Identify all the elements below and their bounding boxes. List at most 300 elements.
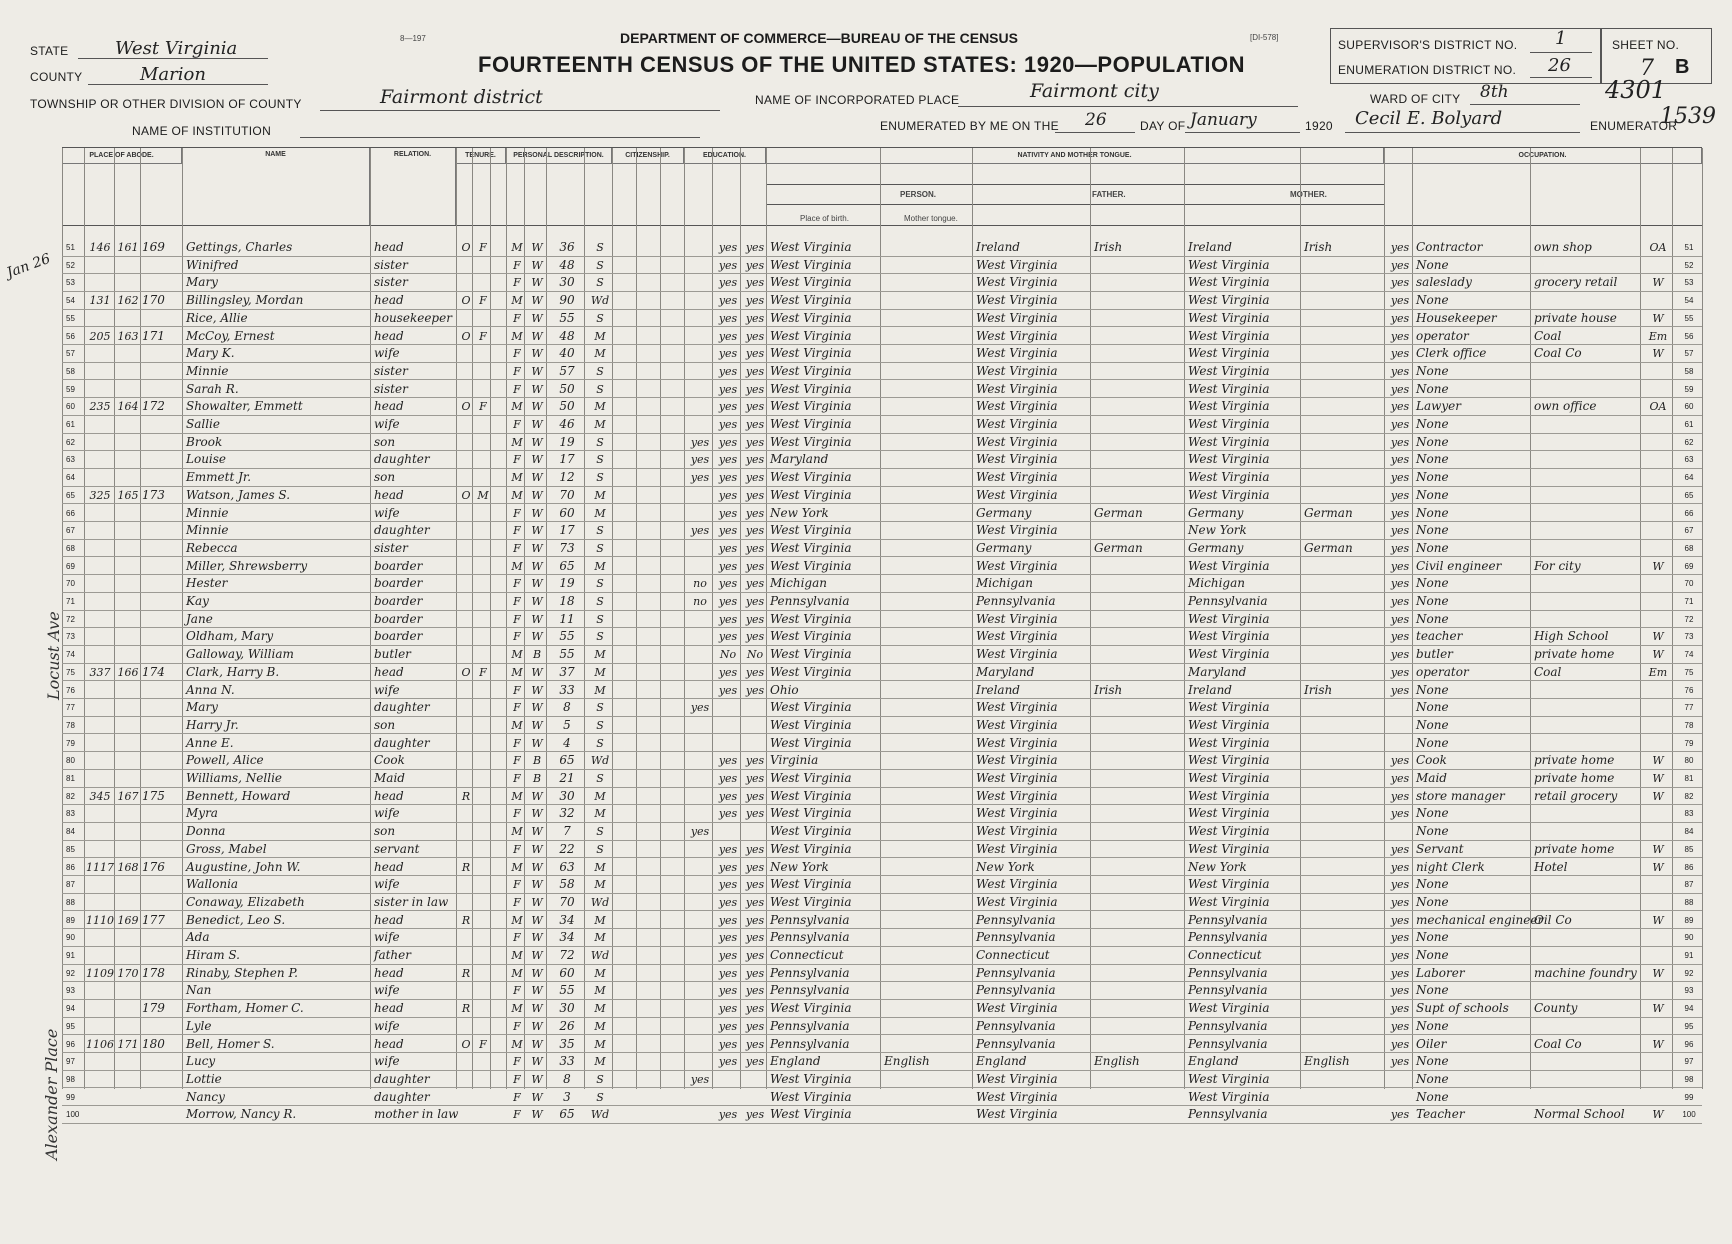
mother-tongue bbox=[884, 611, 972, 629]
race: W bbox=[531, 559, 543, 573]
employment-class bbox=[1644, 505, 1672, 523]
sex: M bbox=[511, 913, 523, 927]
father-birthplace: West Virginia bbox=[976, 753, 1058, 768]
line-number: 85 bbox=[66, 844, 75, 854]
table-row bbox=[62, 682, 1702, 700]
margin-street-alexander: Alexander Place bbox=[42, 1028, 61, 1160]
can-read: yes bbox=[718, 471, 738, 485]
house-number bbox=[86, 1053, 114, 1071]
speaks-english: yes bbox=[1390, 754, 1410, 768]
marital-status: S bbox=[596, 364, 604, 378]
place-of-birth: West Virginia bbox=[770, 381, 852, 396]
person-name: Lyle bbox=[186, 1018, 212, 1033]
can-write: yes bbox=[745, 453, 765, 467]
family-number bbox=[142, 593, 182, 611]
mortgage bbox=[476, 859, 490, 877]
table-row bbox=[62, 1036, 1702, 1054]
age: 35 bbox=[559, 1036, 575, 1051]
marital-status: S bbox=[596, 311, 604, 325]
table-row bbox=[62, 1000, 1702, 1018]
trade: saleslady bbox=[1416, 275, 1472, 290]
institution-label: NAME OF INSTITUTION bbox=[132, 124, 272, 138]
race: W bbox=[531, 453, 543, 467]
race: W bbox=[531, 276, 543, 290]
family-number bbox=[142, 1089, 182, 1107]
table-row bbox=[62, 929, 1702, 947]
house-number bbox=[86, 1000, 114, 1018]
mother-tongue-mother bbox=[1304, 859, 1384, 877]
dwelling-number bbox=[116, 575, 140, 593]
sex: M bbox=[511, 471, 523, 485]
house-number: 235 bbox=[89, 400, 111, 414]
mother-tongue-mother bbox=[1304, 823, 1384, 841]
place-of-birth: West Virginia bbox=[770, 293, 852, 308]
trade: None bbox=[1416, 257, 1449, 272]
industry bbox=[1534, 735, 1640, 753]
employment-class: W bbox=[1652, 311, 1664, 325]
mother-birthplace: Germany bbox=[1188, 540, 1244, 555]
age: 3 bbox=[563, 1089, 571, 1104]
can-write: yes bbox=[745, 860, 765, 874]
trade: None bbox=[1416, 735, 1449, 750]
mother-birthplace: West Virginia bbox=[1188, 771, 1270, 785]
industry bbox=[1534, 540, 1640, 558]
mother-tongue bbox=[884, 434, 972, 452]
dwelling-number: 166 bbox=[117, 665, 139, 679]
can-write: yes bbox=[745, 612, 765, 626]
race: W bbox=[531, 241, 543, 254]
house-number bbox=[86, 699, 114, 717]
dwelling-number: 171 bbox=[117, 1037, 139, 1051]
relation: wife bbox=[374, 1018, 400, 1033]
owned-rented: R bbox=[461, 913, 471, 927]
marital-status: S bbox=[596, 612, 604, 626]
table-row bbox=[62, 328, 1702, 346]
industry bbox=[1534, 611, 1640, 629]
industry bbox=[1534, 487, 1640, 505]
relation: son bbox=[374, 434, 396, 449]
table-row bbox=[62, 1071, 1702, 1089]
age: 4 bbox=[563, 735, 571, 750]
mother-tongue bbox=[884, 929, 972, 947]
dwelling-number bbox=[116, 363, 140, 381]
family-number bbox=[142, 274, 182, 292]
father-birthplace: West Virginia bbox=[976, 417, 1058, 431]
farm-schedule: 68 bbox=[1684, 543, 1694, 553]
age: 30 bbox=[559, 788, 575, 803]
owned-rented bbox=[460, 699, 472, 717]
family-number bbox=[142, 434, 182, 452]
person-name: Rice, Allie bbox=[186, 310, 248, 325]
person-name: Gross, Mabel bbox=[186, 841, 267, 856]
father-birthplace: West Virginia bbox=[976, 399, 1058, 414]
employment-class bbox=[1644, 894, 1672, 912]
mother-tongue-mother bbox=[1304, 1089, 1384, 1107]
mother-tongue bbox=[884, 823, 972, 841]
attended-school bbox=[688, 1089, 712, 1107]
relation: wife bbox=[374, 417, 400, 431]
farm-schedule: 78 bbox=[1684, 720, 1694, 730]
marital-status: M bbox=[594, 878, 606, 892]
table-row bbox=[62, 310, 1702, 328]
relation: sister bbox=[374, 363, 408, 378]
line-number: 77 bbox=[66, 703, 75, 713]
employment-class: OA bbox=[1649, 400, 1667, 414]
relation: Maid bbox=[374, 771, 405, 785]
father-birthplace: West Virginia bbox=[976, 363, 1058, 378]
attended-school bbox=[688, 345, 712, 363]
mother-birthplace: Ireland bbox=[1188, 240, 1232, 254]
enumeration-district: 26 bbox=[1548, 55, 1571, 76]
mother-tongue-mother bbox=[1304, 451, 1384, 469]
race: W bbox=[531, 364, 543, 378]
father-birthplace: Pennsylvania bbox=[976, 965, 1056, 980]
line-number: 73 bbox=[66, 632, 75, 642]
father-birthplace: West Virginia bbox=[976, 487, 1058, 502]
mother-tongue bbox=[884, 1071, 972, 1089]
relation: head bbox=[374, 399, 404, 414]
speaks-english: yes bbox=[1390, 931, 1410, 945]
place-of-birth: West Virginia bbox=[770, 523, 852, 538]
attended-school bbox=[688, 398, 712, 416]
can-write: yes bbox=[745, 595, 765, 608]
mother-tongue bbox=[884, 664, 972, 682]
enumeration-month: January bbox=[1190, 110, 1257, 130]
mother-birthplace: Connecticut bbox=[1188, 948, 1262, 962]
trade: None bbox=[1416, 417, 1449, 431]
family-number: 179 bbox=[142, 1001, 165, 1016]
dwelling-number bbox=[116, 982, 140, 1000]
can-write bbox=[744, 1071, 766, 1089]
employment-class: Em bbox=[1648, 329, 1668, 343]
sheet-number: 7 bbox=[1640, 56, 1654, 81]
place-of-birth: West Virginia bbox=[770, 240, 852, 254]
sex: F bbox=[513, 807, 521, 821]
mother-birthplace: West Virginia bbox=[1188, 417, 1270, 431]
sex: F bbox=[513, 984, 521, 998]
line-number: 88 bbox=[66, 897, 75, 907]
father-birthplace: West Virginia bbox=[976, 523, 1058, 538]
farm-schedule: 77 bbox=[1684, 703, 1694, 713]
sex: M bbox=[511, 400, 523, 414]
mortgage bbox=[476, 770, 490, 788]
dwelling-number bbox=[116, 1071, 140, 1089]
house-number bbox=[86, 558, 114, 576]
person-name: Conaway, Elizabeth bbox=[186, 894, 305, 909]
father-tongue bbox=[1094, 876, 1184, 894]
industry bbox=[1534, 593, 1640, 611]
can-read: yes bbox=[718, 1108, 738, 1122]
trade: night Clerk bbox=[1416, 859, 1485, 874]
marital-status: M bbox=[594, 418, 606, 431]
mother-birthplace: West Virginia bbox=[1188, 1001, 1270, 1016]
industry: own shop bbox=[1534, 240, 1592, 254]
speaks-english: yes bbox=[1390, 807, 1410, 821]
attended-school bbox=[688, 1036, 712, 1054]
mother-tongue bbox=[884, 1106, 972, 1124]
house-number bbox=[86, 575, 114, 593]
dwelling-number bbox=[116, 1018, 140, 1036]
owned-rented bbox=[460, 805, 472, 823]
can-write: yes bbox=[745, 807, 765, 821]
table-row bbox=[62, 752, 1702, 770]
census-title: FOURTEENTH CENSUS OF THE UNITED STATES: 1920—POPULATION bbox=[478, 52, 1246, 77]
family-number bbox=[142, 345, 182, 363]
margin-street-locust: Locust Ave bbox=[44, 611, 63, 700]
farm-schedule: 74 bbox=[1684, 650, 1694, 660]
table-row bbox=[62, 257, 1702, 275]
owned-rented bbox=[460, 274, 472, 292]
table-row bbox=[62, 345, 1702, 363]
attended-school bbox=[688, 505, 712, 523]
owned-rented bbox=[460, 522, 472, 540]
sex: M bbox=[511, 1037, 523, 1051]
mother-tongue bbox=[884, 876, 972, 894]
can-read: yes bbox=[718, 524, 738, 538]
mother-birthplace: West Virginia bbox=[1188, 452, 1270, 467]
mother-birthplace: New York bbox=[1188, 523, 1247, 538]
mother-tongue-mother bbox=[1304, 558, 1384, 576]
race: W bbox=[531, 701, 543, 715]
place-of-birth: West Virginia bbox=[770, 841, 852, 856]
attended-school bbox=[688, 487, 712, 505]
marital-status: S bbox=[596, 1090, 604, 1104]
can-read: No bbox=[719, 648, 737, 662]
attended-school bbox=[688, 611, 712, 629]
attended-school bbox=[688, 682, 712, 700]
header-relation: RELATION. bbox=[370, 148, 456, 226]
incorporated-place-value: Fairmont city bbox=[1030, 80, 1159, 102]
industry bbox=[1534, 469, 1640, 487]
marital-status: S bbox=[596, 435, 604, 449]
age: 7 bbox=[563, 824, 571, 839]
race: W bbox=[531, 577, 543, 591]
industry bbox=[1534, 805, 1640, 823]
attended-school bbox=[688, 646, 712, 664]
mother-tongue-mother bbox=[1304, 345, 1384, 363]
mother-birthplace: West Virginia bbox=[1188, 328, 1270, 343]
dwelling-number bbox=[116, 947, 140, 965]
industry bbox=[1534, 1071, 1640, 1089]
table-row bbox=[62, 1089, 1702, 1107]
trade: None bbox=[1416, 1054, 1449, 1069]
dwelling-number bbox=[116, 646, 140, 664]
line-number: 52 bbox=[66, 260, 75, 270]
person-name: Minnie bbox=[186, 505, 229, 520]
farm-schedule: 84 bbox=[1684, 827, 1694, 837]
relation: boarder bbox=[374, 611, 423, 626]
mother-tongue bbox=[884, 239, 972, 257]
dwelling-number: 161 bbox=[117, 241, 139, 254]
marital-status: Wd bbox=[590, 949, 610, 962]
dwelling-number bbox=[116, 257, 140, 275]
industry: Coal Co bbox=[1534, 1036, 1582, 1051]
owned-rented bbox=[460, 894, 472, 912]
race: W bbox=[531, 1037, 543, 1051]
sex: F bbox=[513, 1108, 521, 1122]
can-write: yes bbox=[745, 400, 765, 414]
trade: Clerk office bbox=[1416, 346, 1487, 361]
father-birthplace: England bbox=[976, 1054, 1027, 1069]
can-read: yes bbox=[718, 595, 738, 608]
father-tongue bbox=[1094, 947, 1184, 965]
employment-class bbox=[1644, 522, 1672, 540]
race: W bbox=[531, 878, 543, 892]
industry bbox=[1534, 451, 1640, 469]
family-number: 170 bbox=[142, 293, 165, 308]
dwelling-number bbox=[116, 469, 140, 487]
house-number bbox=[86, 646, 114, 664]
mother-birthplace: Maryland bbox=[1188, 664, 1247, 679]
mortgage bbox=[476, 788, 490, 806]
mother-tongue-mother bbox=[1304, 398, 1384, 416]
father-birthplace: West Virginia bbox=[976, 310, 1058, 325]
employment-class bbox=[1644, 1071, 1672, 1089]
dwelling-number: 169 bbox=[117, 913, 139, 927]
father-birthplace: Ireland bbox=[976, 682, 1020, 697]
farm-schedule: 82 bbox=[1684, 791, 1694, 801]
mortgage bbox=[476, 381, 490, 399]
speaks-english: yes bbox=[1390, 683, 1410, 697]
mother-tongue-mother bbox=[1304, 328, 1384, 346]
marital-status: Wd bbox=[590, 754, 610, 768]
mortgage: F bbox=[479, 294, 487, 308]
person-name: Fortham, Homer C. bbox=[186, 1001, 304, 1016]
person-name: Nan bbox=[186, 983, 212, 998]
farm-schedule: 88 bbox=[1684, 897, 1694, 907]
line-number: 74 bbox=[66, 650, 75, 660]
mother-tongue-mother bbox=[1304, 292, 1384, 310]
trade: None bbox=[1416, 983, 1449, 998]
family-number bbox=[142, 841, 182, 859]
farm-schedule: 51 bbox=[1684, 243, 1694, 252]
speaks-english bbox=[1388, 717, 1412, 735]
industry bbox=[1534, 434, 1640, 452]
stamp-number: 4301 bbox=[1605, 76, 1667, 104]
mother-tongue-mother bbox=[1304, 717, 1384, 735]
family-number bbox=[142, 558, 182, 576]
trade: Oiler bbox=[1416, 1036, 1447, 1051]
age: 72 bbox=[559, 948, 575, 962]
race: W bbox=[531, 1090, 543, 1104]
mother-tongue bbox=[884, 292, 972, 310]
owned-rented bbox=[460, 345, 472, 363]
state-value: West Virginia bbox=[115, 38, 238, 59]
table-row bbox=[62, 912, 1702, 930]
line-number: 90 bbox=[66, 933, 75, 943]
dwelling-number: 163 bbox=[117, 329, 139, 343]
marital-status: S bbox=[596, 718, 604, 732]
dwelling-number: 162 bbox=[117, 294, 139, 308]
person-name: Hiram S. bbox=[186, 948, 240, 962]
group-occupation: OCCUPATION. bbox=[1384, 148, 1702, 164]
place-of-birth: West Virginia bbox=[770, 363, 852, 378]
speaks-english bbox=[1388, 699, 1412, 717]
trade: None bbox=[1416, 293, 1449, 308]
family-number bbox=[142, 310, 182, 328]
age: 21 bbox=[559, 771, 575, 785]
relation: boarder bbox=[374, 576, 423, 591]
attended-school bbox=[688, 805, 712, 823]
relation: boarder bbox=[374, 558, 423, 573]
family-number bbox=[142, 522, 182, 540]
mortgage: F bbox=[479, 241, 487, 254]
father-tongue bbox=[1094, 558, 1184, 576]
marital-status: S bbox=[596, 524, 604, 538]
line-number: 89 bbox=[66, 915, 75, 925]
relation: daughter bbox=[374, 1089, 430, 1104]
marital-status: M bbox=[594, 347, 606, 361]
age: 70 bbox=[559, 894, 575, 909]
owned-rented bbox=[460, 363, 472, 381]
marital-status: M bbox=[594, 860, 606, 874]
line-number: 62 bbox=[66, 437, 75, 447]
person-name: Rinaby, Stephen P. bbox=[186, 965, 298, 980]
father-birthplace: West Virginia bbox=[976, 434, 1058, 449]
can-write bbox=[744, 717, 766, 735]
mother-birthplace: West Virginia bbox=[1188, 310, 1270, 325]
mother-tongue-mother bbox=[1304, 310, 1384, 328]
mortgage bbox=[476, 894, 490, 912]
person-name: Clark, Harry B. bbox=[186, 664, 280, 679]
trade: None bbox=[1416, 824, 1449, 839]
industry bbox=[1534, 292, 1640, 310]
sex: F bbox=[513, 842, 521, 856]
mother-tongue bbox=[884, 735, 972, 753]
family-number bbox=[142, 575, 182, 593]
person-name: Sarah R. bbox=[186, 381, 239, 396]
person-name: Myra bbox=[186, 806, 218, 821]
employment-class bbox=[1644, 929, 1672, 947]
father-birthplace: West Virginia bbox=[976, 806, 1058, 821]
mother-tongue bbox=[884, 894, 972, 912]
family-number: 177 bbox=[142, 912, 165, 927]
mother-tongue-mother bbox=[1304, 735, 1384, 753]
sex: M bbox=[511, 949, 523, 962]
dwelling-number bbox=[116, 522, 140, 540]
marital-status: M bbox=[594, 488, 606, 502]
sex: F bbox=[513, 931, 521, 945]
can-read: yes bbox=[718, 276, 738, 290]
relation: sister bbox=[374, 257, 408, 272]
owned-rented bbox=[460, 575, 472, 593]
age: 70 bbox=[559, 487, 575, 502]
speaks-english: yes bbox=[1390, 506, 1410, 520]
table-row bbox=[62, 593, 1702, 611]
mortgage bbox=[476, 1018, 490, 1036]
incorporated-place-label: NAME OF INCORPORATED PLACE bbox=[755, 93, 960, 107]
mother-birthplace: Pennsylvania bbox=[1188, 1036, 1268, 1051]
farm-schedule: 61 bbox=[1684, 420, 1694, 429]
industry: For city bbox=[1534, 558, 1581, 573]
house-number bbox=[86, 540, 114, 558]
place-of-birth: West Virginia bbox=[770, 717, 852, 732]
mother-birthplace: West Virginia bbox=[1188, 788, 1270, 803]
table-row bbox=[62, 699, 1702, 717]
attended-school bbox=[688, 1000, 712, 1018]
line-number: 57 bbox=[66, 349, 75, 359]
can-read: yes bbox=[718, 347, 738, 361]
department-heading: DEPARTMENT OF COMMERCE—BUREAU OF THE CENSUS bbox=[620, 30, 1018, 46]
speaks-english: yes bbox=[1390, 966, 1410, 980]
race: W bbox=[531, 842, 543, 856]
race: W bbox=[531, 1108, 543, 1122]
farm-schedule: 73 bbox=[1684, 632, 1694, 642]
can-write: yes bbox=[745, 984, 765, 998]
can-read: yes bbox=[718, 488, 738, 502]
age: 11 bbox=[559, 611, 575, 626]
speaks-english: yes bbox=[1390, 418, 1410, 431]
